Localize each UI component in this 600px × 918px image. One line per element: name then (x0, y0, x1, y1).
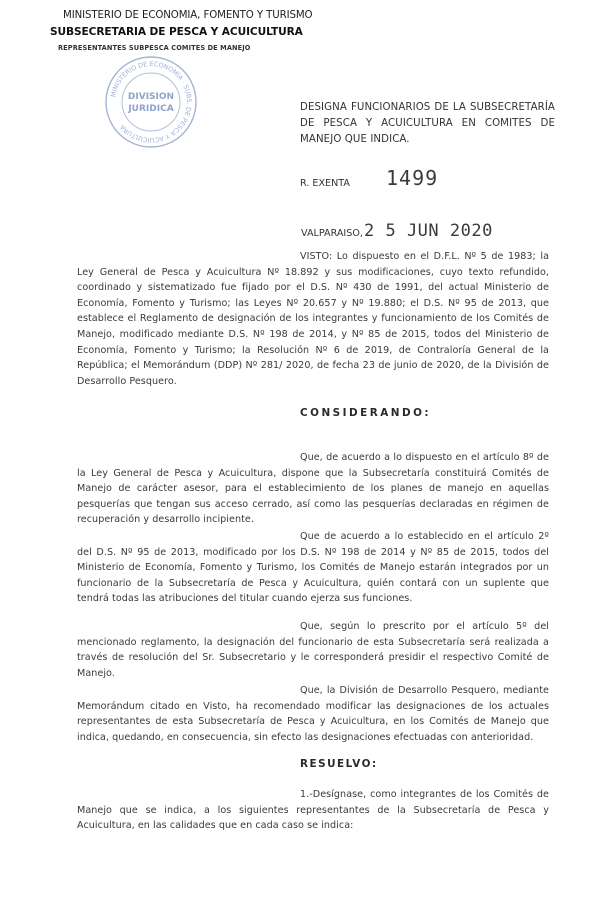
resolution-number: 1499 (386, 166, 439, 190)
ministry-name: MINISTERIO DE ECONOMIA, FOMENTO Y TURISMO (63, 10, 313, 21)
date-stamp: 2 5 JUN 2020 (364, 221, 493, 241)
stamp-ring-text: MINISTERIO DE ECONOMÍA · SUBS. DE PESCA Y ACUICULTURA (109, 59, 194, 145)
place-label: VALPARAISO, (301, 228, 363, 239)
considerando-heading: CONSIDERANDO: (300, 407, 432, 419)
subsecretaria-name: SUBSECRETARIA DE PESCA Y ACUICULTURA (50, 26, 303, 38)
considerando-paragraph-4: Que, la División de Desarrollo Pesquero, mediante Memorándum citado en Visto, ha recomendado modificar las designaciones de los actuales representantes de esta Subsecretaría de Pesca y Acuicultura, en los Comités de Manejo que indica, quedando, en consecuencia, sin efecto las designaciones efectuadas con anterioridad. (77, 685, 549, 743)
considerando-paragraph-3: Que, según lo prescrito por el artículo 5º del mencionado reglamento, la designación del funcionario de esta Subsecretaría será realizada a través de resolución del Sr. Subsecretario y le corresponderá presidir el respectivo Comité de Manejo. (77, 621, 549, 679)
visto-paragraph: VISTO: Lo dispuesto en el D.F.L. Nº 5 de 1983; la Ley General de Pesca y Acuicultura Nº 18.892 y sus modificaciones, cuyo texto refundido, coordinado y sistematizado fue fijado por el D.S. Nº 430 de 1991, del actual Ministerio de Economía, Fomento y Turismo; las Leyes Nº 20.657 y Nº 19.880; el D.S. Nº 95 de 2013, que establece el Reglamento de designación de los integrantes y funcionamiento de los Comités de Manejo, modificado mediante D.S. Nº 198 de 2014, y Nº 85 de 2015, todos del Ministerio de Economía, Fomento y Turismo; la Resolución Nº 6 de 2019, de Contraloría General de la República; el Memorándum (DDP) Nº 281/ 2020, de fecha 23 de junio de 2020, de la División de Desarrollo Pesquero. (77, 251, 549, 387)
stamp-line-division: DIVISION (127, 92, 175, 102)
stamp-line-juridica: JURIDICA (128, 104, 174, 114)
resuelvo-heading: RESUELVO: (300, 758, 378, 770)
considerando-paragraph-1: Que, de acuerdo a lo dispuesto en el artículo 8º de la Ley General de Pesca y Acuicultura, dispone que la Subsecretaría constituirá Comités de Manejo de carácter asesor, para el establecimiento de los planes de manejo en aquellas pesquerías que tengan sus acceso cerrado, así como las pesquerías declaradas en régimen de recuperación y desarrollo incipiente. (77, 452, 549, 526)
resolution-topic: DESIGNA FUNCIONARIOS DE LA SUBSECRETARÍA DE PESCA Y ACUICULTURA EN COMITES DE MANEJO QUE INDICA. (300, 102, 555, 145)
resuelvo-item-1: 1.-Desígnase, como integrantes de los Comités de Manejo que se indica, a los siguientes representantes de la Subsecretaría de Pesca y Acuicultura, en las calidades que en cada caso se indica: (77, 789, 549, 832)
division-juridica-stamp (103, 54, 199, 150)
resolution-label: R. EXENTA (300, 178, 350, 189)
considerando-paragraph-2: Que de acuerdo a lo establecido en el artículo 2º del D.S. Nº 95 de 2013, modificado por los D.S. Nº 198 de 2014 y Nº 85 de 2015, todos del Ministerio de Economía, Fomento y Turismo, los Comités de Manejo estarán integrados por un funcionario de la Subsecretaría de Pesca y Acuicultura, quién contará con un suplente que tendrá todas las atribuciones del titular cuando ejerza sus funciones. (77, 531, 549, 605)
representantes-subtitle: REPRESENTANTES SUBPESCA COMITES DE MANEJO (58, 44, 251, 52)
